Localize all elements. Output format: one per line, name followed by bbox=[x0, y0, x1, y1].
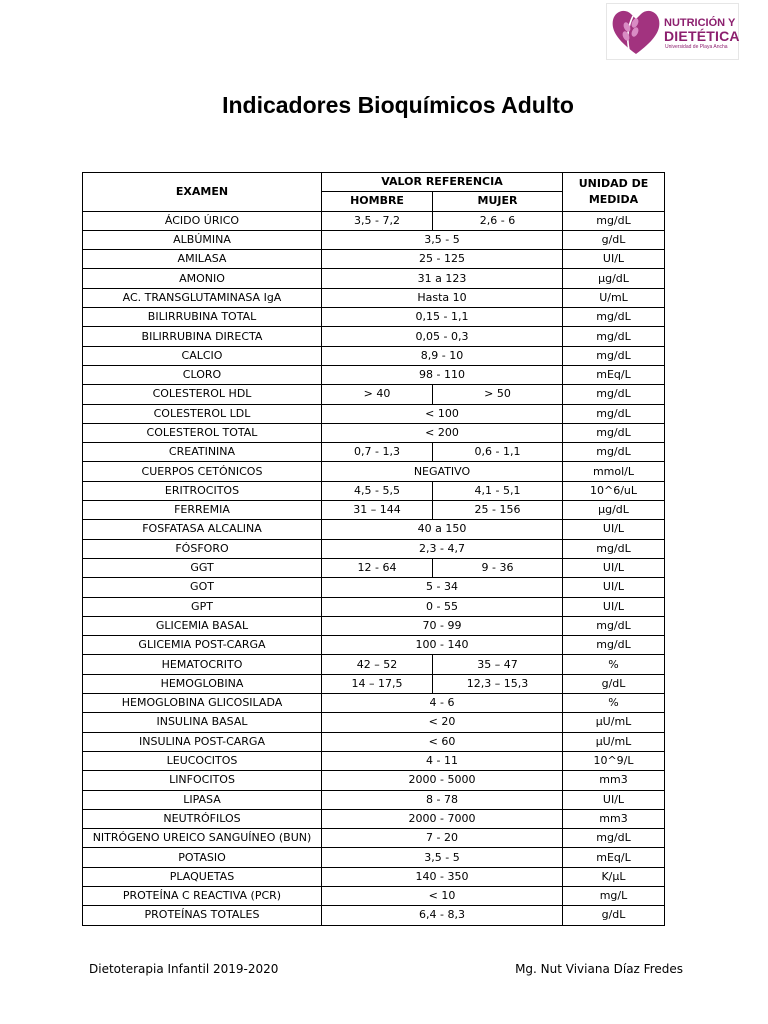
unit-cell: mg/dL bbox=[563, 385, 665, 404]
unit-cell: g/dL bbox=[563, 906, 665, 925]
table-row bbox=[83, 906, 665, 925]
reference-value-cell: 2000 - 5000 bbox=[322, 771, 563, 790]
table-row bbox=[83, 250, 665, 269]
table-row bbox=[83, 462, 665, 481]
unit-cell: mg/dL bbox=[563, 443, 665, 462]
logo-line-3: Universidad de Playa Ancha bbox=[665, 44, 728, 50]
unit-cell: mg/dL bbox=[563, 211, 665, 230]
table-row bbox=[83, 558, 665, 577]
women-value-cell: 4,1 - 5,1 bbox=[433, 481, 563, 500]
unit-cell: UI/L bbox=[563, 790, 665, 809]
unit-cell: mg/dL bbox=[563, 308, 665, 327]
unit-cell: K/µL bbox=[563, 867, 665, 886]
unit-cell: UI/L bbox=[563, 578, 665, 597]
exam-cell: FERREMIA bbox=[83, 501, 322, 520]
unit-cell: µg/dL bbox=[563, 269, 665, 288]
header-men: HOMBRE bbox=[322, 192, 433, 211]
men-value-cell: 31 – 144 bbox=[322, 501, 433, 520]
unit-cell: UI/L bbox=[563, 250, 665, 269]
unit-cell: mmol/L bbox=[563, 462, 665, 481]
biochemical-table bbox=[82, 172, 665, 926]
table-body bbox=[83, 211, 665, 925]
header-unit: UNIDAD DE MEDIDA bbox=[563, 173, 665, 212]
reference-value-cell: 4 - 11 bbox=[322, 751, 563, 770]
table-row bbox=[83, 616, 665, 635]
men-value-cell: 42 – 52 bbox=[322, 655, 433, 674]
table-row bbox=[83, 211, 665, 230]
women-value-cell: 2,6 - 6 bbox=[433, 211, 563, 230]
unit-cell: U/mL bbox=[563, 288, 665, 307]
table-row bbox=[83, 848, 665, 867]
exam-cell: CALCIO bbox=[83, 346, 322, 365]
unit-cell: mg/dL bbox=[563, 539, 665, 558]
unit-cell: mEq/L bbox=[563, 365, 665, 384]
reference-value-cell: < 60 bbox=[322, 732, 563, 751]
men-value-cell: 14 – 17,5 bbox=[322, 674, 433, 693]
exam-cell: BILIRRUBINA DIRECTA bbox=[83, 327, 322, 346]
exam-cell: COLESTEROL HDL bbox=[83, 385, 322, 404]
table-row bbox=[83, 829, 665, 848]
table-row bbox=[83, 751, 665, 770]
exam-cell: COLESTEROL TOTAL bbox=[83, 423, 322, 442]
table-row bbox=[83, 443, 665, 462]
exam-cell: PLAQUETAS bbox=[83, 867, 322, 886]
reference-value-cell: < 200 bbox=[322, 423, 563, 442]
exam-cell: ERITROCITOS bbox=[83, 481, 322, 500]
unit-cell: g/dL bbox=[563, 674, 665, 693]
exam-cell: ÁCIDO ÚRICO bbox=[83, 211, 322, 230]
reference-value-cell: 25 - 125 bbox=[322, 250, 563, 269]
reference-value-cell: 7 - 20 bbox=[322, 829, 563, 848]
exam-cell: BILIRRUBINA TOTAL bbox=[83, 308, 322, 327]
reference-value-cell: 0,15 - 1,1 bbox=[322, 308, 563, 327]
reference-value-cell: 140 - 350 bbox=[322, 867, 563, 886]
exam-cell: NEUTRÓFILOS bbox=[83, 809, 322, 828]
table-row bbox=[83, 269, 665, 288]
men-value-cell: 0,7 - 1,3 bbox=[322, 443, 433, 462]
reference-value-cell: 0 - 55 bbox=[322, 597, 563, 616]
exam-cell: LEUCOCITOS bbox=[83, 751, 322, 770]
table-row bbox=[83, 636, 665, 655]
exam-cell: AC. TRANSGLUTAMINASA IgA bbox=[83, 288, 322, 307]
reference-value-cell: < 20 bbox=[322, 713, 563, 732]
reference-value-cell: 3,5 - 5 bbox=[322, 230, 563, 249]
women-value-cell: 25 - 156 bbox=[433, 501, 563, 520]
reference-value-cell: 31 a 123 bbox=[322, 269, 563, 288]
unit-cell: UI/L bbox=[563, 558, 665, 577]
table-row bbox=[83, 597, 665, 616]
unit-cell: mg/dL bbox=[563, 636, 665, 655]
exam-cell: GGT bbox=[83, 558, 322, 577]
unit-cell: UI/L bbox=[563, 520, 665, 539]
unit-cell: mg/dL bbox=[563, 346, 665, 365]
exam-cell: POTASIO bbox=[83, 848, 322, 867]
table-row bbox=[83, 481, 665, 500]
reference-value-cell: 0,05 - 0,3 bbox=[322, 327, 563, 346]
exam-cell: CREATININA bbox=[83, 443, 322, 462]
exam-cell: FÓSFORO bbox=[83, 539, 322, 558]
footer-author: Mg. Nut Viviana Díaz Fredes bbox=[515, 962, 683, 976]
reference-value-cell: 6,4 - 8,3 bbox=[322, 906, 563, 925]
table-row bbox=[83, 790, 665, 809]
unit-cell: UI/L bbox=[563, 597, 665, 616]
exam-cell: PROTEÍNAS TOTALES bbox=[83, 906, 322, 925]
unit-cell: mg/L bbox=[563, 886, 665, 905]
exam-cell: GOT bbox=[83, 578, 322, 597]
unit-cell: % bbox=[563, 694, 665, 713]
exam-cell: GLICEMIA POST-CARGA bbox=[83, 636, 322, 655]
exam-cell: AMONIO bbox=[83, 269, 322, 288]
unit-cell: mg/dL bbox=[563, 327, 665, 346]
exam-cell: ALBÚMINA bbox=[83, 230, 322, 249]
table-row bbox=[83, 501, 665, 520]
exam-cell: COLESTEROL LDL bbox=[83, 404, 322, 423]
table-row bbox=[83, 288, 665, 307]
exam-cell: HEMOGLOBINA GLICOSILADA bbox=[83, 694, 322, 713]
table-row bbox=[83, 732, 665, 751]
unit-cell: g/dL bbox=[563, 230, 665, 249]
exam-cell: FOSFATASA ALCALINA bbox=[83, 520, 322, 539]
reference-value-cell: 3,5 - 5 bbox=[322, 848, 563, 867]
exam-cell: AMILASA bbox=[83, 250, 322, 269]
unit-cell: 10^6/uL bbox=[563, 481, 665, 500]
unit-cell: mEq/L bbox=[563, 848, 665, 867]
table-row bbox=[83, 713, 665, 732]
table-row bbox=[83, 674, 665, 693]
exam-cell: CUERPOS CETÓNICOS bbox=[83, 462, 322, 481]
exam-cell: CLORO bbox=[83, 365, 322, 384]
reference-value-cell: 70 - 99 bbox=[322, 616, 563, 635]
table-row bbox=[83, 694, 665, 713]
reference-value-cell: < 10 bbox=[322, 886, 563, 905]
unit-cell: mg/dL bbox=[563, 404, 665, 423]
exam-cell: GPT bbox=[83, 597, 322, 616]
women-value-cell: 12,3 – 15,3 bbox=[433, 674, 563, 693]
unit-cell: % bbox=[563, 655, 665, 674]
table-row bbox=[83, 308, 665, 327]
women-value-cell: > 50 bbox=[433, 385, 563, 404]
exam-cell: INSULINA POST-CARGA bbox=[83, 732, 322, 751]
table-row bbox=[83, 346, 665, 365]
unit-cell: µU/mL bbox=[563, 732, 665, 751]
exam-cell: HEMOGLOBINA bbox=[83, 674, 322, 693]
faculty-logo bbox=[606, 3, 739, 60]
reference-value-cell: 40 a 150 bbox=[322, 520, 563, 539]
reference-value-cell: NEGATIVO bbox=[322, 462, 563, 481]
exam-cell: INSULINA BASAL bbox=[83, 713, 322, 732]
table-row bbox=[83, 365, 665, 384]
exam-cell: NITRÓGENO UREICO SANGUÍNEO (BUN) bbox=[83, 829, 322, 848]
footer-course: Dietoterapia Infantil 2019-2020 bbox=[89, 962, 279, 976]
unit-cell: mg/dL bbox=[563, 616, 665, 635]
reference-value-cell: < 100 bbox=[322, 404, 563, 423]
women-value-cell: 35 – 47 bbox=[433, 655, 563, 674]
reference-value-cell: Hasta 10 bbox=[322, 288, 563, 307]
reference-value-cell: 2,3 - 4,7 bbox=[322, 539, 563, 558]
table-row bbox=[83, 404, 665, 423]
exam-cell: HEMATOCRITO bbox=[83, 655, 322, 674]
women-value-cell: 0,6 - 1,1 bbox=[433, 443, 563, 462]
reference-value-cell: 8,9 - 10 bbox=[322, 346, 563, 365]
table-row bbox=[83, 867, 665, 886]
table-row bbox=[83, 385, 665, 404]
table-row bbox=[83, 327, 665, 346]
reference-value-cell: 98 - 110 bbox=[322, 365, 563, 384]
unit-cell: 10^9/L bbox=[563, 751, 665, 770]
men-value-cell: 3,5 - 7,2 bbox=[322, 211, 433, 230]
table-row bbox=[83, 539, 665, 558]
table-row bbox=[83, 520, 665, 539]
reference-value-cell: 4 - 6 bbox=[322, 694, 563, 713]
reference-value-cell: 5 - 34 bbox=[322, 578, 563, 597]
reference-value-cell: 100 - 140 bbox=[322, 636, 563, 655]
unit-cell: µU/mL bbox=[563, 713, 665, 732]
unit-cell: mg/dL bbox=[563, 829, 665, 848]
reference-value-cell: 8 - 78 bbox=[322, 790, 563, 809]
unit-cell: mm3 bbox=[563, 771, 665, 790]
table-row bbox=[83, 423, 665, 442]
unit-cell: mm3 bbox=[563, 809, 665, 828]
table-row bbox=[83, 578, 665, 597]
header-reference: VALOR REFERENCIA bbox=[322, 173, 563, 192]
unit-cell: mg/dL bbox=[563, 423, 665, 442]
men-value-cell: 12 - 64 bbox=[322, 558, 433, 577]
table-row bbox=[83, 230, 665, 249]
unit-cell: µg/dL bbox=[563, 501, 665, 520]
logo-line-1: NUTRICIÓN Y bbox=[664, 17, 736, 29]
table-row bbox=[83, 771, 665, 790]
table-row bbox=[83, 655, 665, 674]
table-row bbox=[83, 809, 665, 828]
exam-cell: GLICEMIA BASAL bbox=[83, 616, 322, 635]
table-row bbox=[83, 886, 665, 905]
header-women: MUJER bbox=[433, 192, 563, 211]
exam-cell: LIPASA bbox=[83, 790, 322, 809]
exam-cell: PROTEÍNA C REACTIVA (PCR) bbox=[83, 886, 322, 905]
exam-cell: LINFOCITOS bbox=[83, 771, 322, 790]
men-value-cell: > 40 bbox=[322, 385, 433, 404]
header-exam: EXAMEN bbox=[83, 173, 322, 212]
heart-wheat-icon bbox=[609, 6, 663, 58]
reference-value-cell: 2000 - 7000 bbox=[322, 809, 563, 828]
page-title: Indicadores Bioquímicos Adulto bbox=[222, 92, 574, 118]
women-value-cell: 9 - 36 bbox=[433, 558, 563, 577]
men-value-cell: 4,5 - 5,5 bbox=[322, 481, 433, 500]
logo-line-2: DIETÉTICA bbox=[664, 28, 740, 44]
